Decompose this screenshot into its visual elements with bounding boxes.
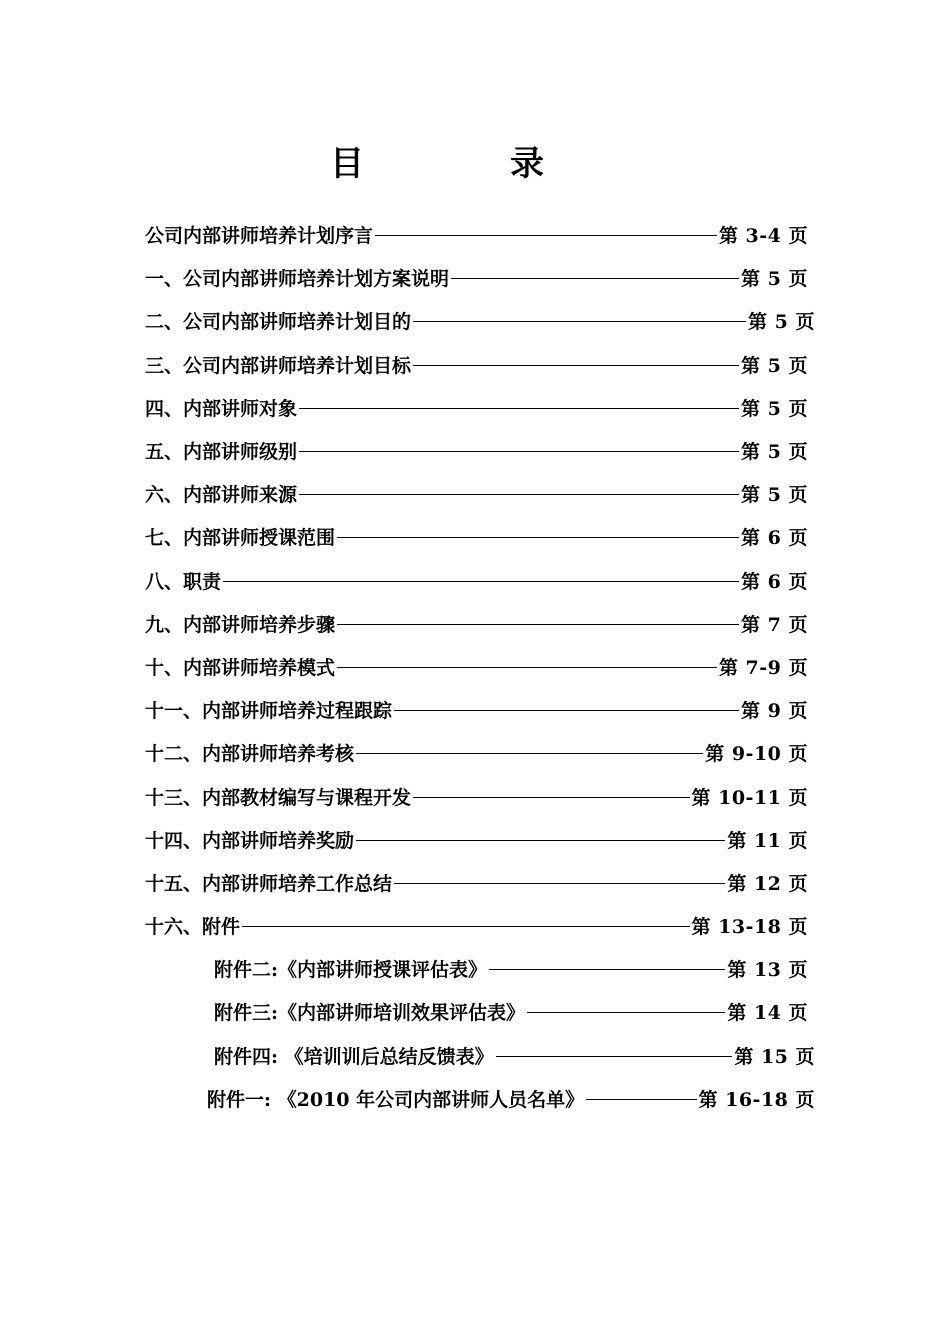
toc-entry-page: 第 5 页 bbox=[741, 441, 808, 464]
toc-entry-title: 十五、内部讲师培养工作总结 bbox=[145, 872, 393, 895]
toc-entry-2[interactable] bbox=[0, 299, 950, 342]
toc-entry-page: 第 3-4 页 bbox=[718, 225, 808, 248]
toc-entry-9[interactable] bbox=[0, 602, 950, 645]
toc-entry-page: 第 5 页 bbox=[741, 354, 808, 377]
toc-entry-title: 十四、内部讲师培养奖励 bbox=[145, 829, 355, 852]
toc-entry-page: 第 13-18 页 bbox=[691, 916, 808, 939]
toc-entry-page: 第 5 页 bbox=[748, 311, 815, 334]
toc-entry-title: 六、内部讲师来源 bbox=[145, 484, 298, 507]
toc-entry-title: 八、职责 bbox=[145, 570, 222, 593]
toc-entry-title: 十、内部讲师培养模式 bbox=[145, 656, 336, 679]
toc-entry-appendix-1[interactable] bbox=[0, 1077, 950, 1120]
toc-entry-13[interactable] bbox=[0, 774, 950, 817]
toc-entry-appendix-4[interactable] bbox=[0, 1034, 950, 1077]
toc-entry-page: 第 7 页 bbox=[741, 613, 808, 636]
toc-entry-8[interactable] bbox=[0, 559, 950, 602]
toc-entry-page: 第 11 页 bbox=[727, 829, 808, 852]
toc-entry-title: 三、公司内部讲师培养计划目标 bbox=[145, 354, 412, 377]
toc-entry-16[interactable] bbox=[0, 904, 950, 947]
toc-leader-line bbox=[489, 969, 725, 970]
toc-entry-title: 十三、内部教材编写与课程开发 bbox=[145, 786, 412, 809]
toc-leader-line bbox=[527, 1012, 725, 1013]
toc-entry-11[interactable] bbox=[0, 688, 950, 731]
toc-entry-page: 第 10-11 页 bbox=[691, 786, 808, 809]
toc-entry-page: 第 9 页 bbox=[741, 700, 808, 723]
toc-entry-1[interactable] bbox=[0, 256, 950, 299]
toc-entry-7[interactable] bbox=[0, 515, 950, 558]
toc-entry-page: 第 14 页 bbox=[727, 1002, 808, 1025]
toc-entry-10[interactable] bbox=[0, 645, 950, 688]
toc-entry-12[interactable] bbox=[0, 731, 950, 774]
toc-leader-line bbox=[394, 883, 725, 884]
toc-entry-15[interactable] bbox=[0, 861, 950, 904]
toc-entry-title: 十一、内部讲师培养过程跟踪 bbox=[145, 700, 393, 723]
toc-leader-line bbox=[496, 1056, 733, 1057]
toc-entry-title: 附件一: 《2010 年公司内部讲师人员名单》 bbox=[207, 1088, 585, 1111]
toc-entry-page: 第 15 页 bbox=[734, 1045, 815, 1068]
toc-entry-title: 十二、内部讲师培养考核 bbox=[145, 743, 355, 766]
toc-leader-line bbox=[375, 235, 717, 236]
toc-leader-line bbox=[413, 365, 739, 366]
toc-leader-line bbox=[242, 926, 689, 927]
toc-heading: 目 录 bbox=[330, 144, 600, 184]
toc-entry-title: 附件二:《内部讲师授课评估表》 bbox=[214, 959, 488, 982]
toc-entry-title: 附件三:《内部讲师培训效果评估表》 bbox=[214, 1002, 526, 1025]
toc-list bbox=[0, 213, 950, 1120]
toc-entry-page: 第 16-18 页 bbox=[698, 1088, 815, 1111]
toc-entry-page: 第 6 页 bbox=[741, 570, 808, 593]
toc-entry-page: 第 5 页 bbox=[741, 268, 808, 291]
toc-entry-title: 十六、附件 bbox=[145, 916, 241, 939]
toc-leader-line bbox=[337, 667, 717, 668]
toc-leader-line bbox=[356, 840, 725, 841]
toc-entry-appendix-2[interactable] bbox=[0, 947, 950, 990]
toc-leader-line bbox=[451, 278, 739, 279]
toc-entry-page: 第 12 页 bbox=[727, 872, 808, 895]
toc-entry-page: 第 5 页 bbox=[741, 484, 808, 507]
toc-entry-preface[interactable] bbox=[0, 213, 950, 256]
toc-entry-title: 附件四: 《培训训后总结反馈表》 bbox=[214, 1045, 494, 1068]
toc-leader-line bbox=[299, 408, 739, 409]
toc-entry-4[interactable] bbox=[0, 386, 950, 429]
toc-leader-line bbox=[586, 1099, 696, 1100]
toc-entry-title: 二、公司内部讲师培养计划目的 bbox=[145, 311, 412, 334]
toc-entry-5[interactable] bbox=[0, 429, 950, 472]
toc-entry-14[interactable] bbox=[0, 818, 950, 861]
toc-entry-title: 七、内部讲师授课范围 bbox=[145, 527, 336, 550]
toc-entry-title: 九、内部讲师培养步骤 bbox=[145, 613, 336, 636]
toc-leader-line bbox=[337, 624, 739, 625]
toc-leader-line bbox=[223, 581, 739, 582]
toc-entry-page: 第 13 页 bbox=[727, 959, 808, 982]
toc-entry-6[interactable] bbox=[0, 472, 950, 515]
toc-leader-line bbox=[356, 753, 703, 754]
toc-entry-title: 五、内部讲师级别 bbox=[145, 441, 298, 464]
toc-leader-line bbox=[299, 494, 739, 495]
toc-entry-title: 四、内部讲师对象 bbox=[145, 397, 298, 420]
toc-entry-3[interactable] bbox=[0, 343, 950, 386]
toc-leader-line bbox=[337, 537, 739, 538]
toc-leader-line bbox=[413, 797, 689, 798]
toc-entry-title: 一、公司内部讲师培养计划方案说明 bbox=[145, 268, 450, 291]
toc-entry-page: 第 7-9 页 bbox=[718, 656, 808, 679]
toc-entry-title: 公司内部讲师培养计划序言 bbox=[145, 225, 374, 248]
toc-entry-page: 第 9-10 页 bbox=[705, 743, 808, 766]
toc-leader-line bbox=[413, 321, 746, 322]
toc-leader-line bbox=[299, 451, 739, 452]
toc-entry-page: 第 6 页 bbox=[741, 527, 808, 550]
toc-leader-line bbox=[394, 710, 739, 711]
toc-entry-appendix-3[interactable] bbox=[0, 990, 950, 1033]
toc-entry-page: 第 5 页 bbox=[741, 397, 808, 420]
